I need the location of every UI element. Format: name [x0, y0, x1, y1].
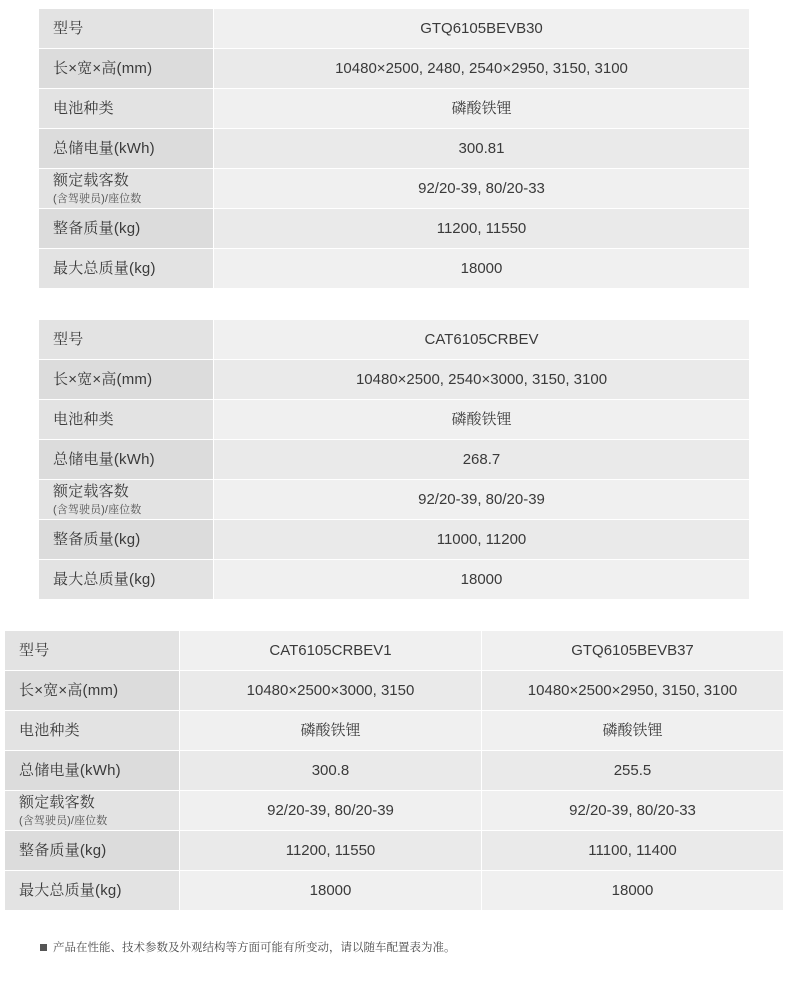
row-label-curb-weight — [5, 831, 180, 871]
label-text: 最大总质量(kg) — [53, 570, 156, 588]
row-value-battery-type-col2: 磷酸铁锂 — [482, 711, 784, 751]
row-value-total-energy: 268.7 — [214, 440, 750, 480]
label-text: 额定载客数 — [53, 172, 130, 190]
row-label-battery-type — [39, 89, 214, 129]
row-label-curb-weight — [39, 209, 214, 249]
label-text: 整备质量(kg) — [53, 219, 141, 237]
table-row — [39, 9, 750, 49]
row-value-curb-weight-col1: 11200, 11550 — [180, 831, 482, 871]
table-row — [5, 671, 784, 711]
label-text: 型号 — [53, 19, 84, 37]
footnote — [36, 929, 752, 982]
row-label-gross-weight — [39, 249, 214, 289]
label-text: 长×宽×高(mm) — [19, 681, 119, 699]
label-text: 额定载客数 — [53, 483, 130, 501]
row-value-curb-weight: 11200, 11550 — [214, 209, 750, 249]
footnote-text: 产品在性能、技术参数及外观结构等方面可能有所变动，请以随车配置表为准。 — [53, 942, 456, 954]
spec-table-1 — [38, 8, 750, 289]
spec-table-2 — [38, 319, 750, 600]
label-subtext: (含驾驶员)/座位数 — [19, 814, 108, 827]
table-row — [5, 631, 784, 671]
row-label-model — [39, 320, 214, 360]
row-value-curb-weight-col2: 11100, 11400 — [482, 831, 784, 871]
label-text: 整备质量(kg) — [53, 530, 141, 548]
label-text: 电池种类 — [53, 410, 114, 428]
table-row — [39, 400, 750, 440]
row-label-total-energy — [39, 440, 214, 480]
table-row — [5, 711, 784, 751]
table-row — [39, 129, 750, 169]
label-subtext: (含驾驶员)/座位数 — [53, 192, 142, 205]
table-row — [5, 871, 784, 911]
row-label-curb-weight — [39, 520, 214, 560]
row-value-model: CAT6105CRBEV — [214, 320, 750, 360]
row-value-battery-type: 磷酸铁锂 — [214, 89, 750, 129]
table-row — [39, 320, 750, 360]
row-value-total-energy-col2: 255.5 — [482, 751, 784, 791]
table-row — [5, 751, 784, 791]
table-row — [5, 831, 784, 871]
label-text: 型号 — [19, 641, 50, 659]
row-value-total-energy: 300.81 — [214, 129, 750, 169]
row-value-model-col2: GTQ6105BEVB37 — [482, 631, 784, 671]
row-label-dimensions — [5, 671, 180, 711]
table-row — [39, 209, 750, 249]
table-row — [39, 360, 750, 400]
label-text: 总储电量(kWh) — [19, 761, 121, 779]
row-label-total-energy — [5, 751, 180, 791]
row-label-dimensions — [39, 49, 214, 89]
row-value-capacity-col2: 92/20-39, 80/20-33 — [482, 791, 784, 831]
label-text: 电池种类 — [19, 721, 80, 739]
row-label-battery-type — [39, 400, 214, 440]
row-value-model-col1: CAT6105CRBEV1 — [180, 631, 482, 671]
spec-table-3 — [4, 630, 784, 911]
row-value-dimensions: 10480×2500, 2480, 2540×2950, 3150, 3100 — [214, 49, 750, 89]
row-value-gross-weight: 18000 — [214, 249, 750, 289]
table-row — [39, 169, 750, 209]
row-value-dimensions-col1: 10480×2500×3000, 3150 — [180, 671, 482, 711]
row-value-capacity: 92/20-39, 80/20-33 — [214, 169, 750, 209]
row-value-capacity-col1: 92/20-39, 80/20-39 — [180, 791, 482, 831]
row-value-gross-weight-col2: 18000 — [482, 871, 784, 911]
label-text: 型号 — [53, 330, 84, 348]
label-text: 最大总质量(kg) — [19, 881, 122, 899]
row-label-total-energy — [39, 129, 214, 169]
row-label-dimensions — [39, 360, 214, 400]
row-value-dimensions-col2: 10480×2500×2950, 3150, 3100 — [482, 671, 784, 711]
label-text: 长×宽×高(mm) — [53, 59, 153, 77]
label-text: 电池种类 — [53, 99, 114, 117]
row-label-battery-type — [5, 711, 180, 751]
row-value-curb-weight: 11000, 11200 — [214, 520, 750, 560]
row-label-gross-weight — [5, 871, 180, 911]
row-label-gross-weight — [39, 560, 214, 600]
row-label-capacity — [39, 169, 214, 209]
row-label-capacity — [5, 791, 180, 831]
table-row — [39, 560, 750, 600]
label-text: 总储电量(kWh) — [53, 450, 155, 468]
row-value-model: GTQ6105BEVB30 — [214, 9, 750, 49]
row-value-gross-weight-col1: 18000 — [180, 871, 482, 911]
row-value-battery-type-col1: 磷酸铁锂 — [180, 711, 482, 751]
table-row — [5, 791, 784, 831]
row-value-gross-weight: 18000 — [214, 560, 750, 600]
label-text: 最大总质量(kg) — [53, 259, 156, 277]
row-value-battery-type: 磷酸铁锂 — [214, 400, 750, 440]
label-text: 额定载客数 — [19, 794, 96, 812]
table-row — [39, 49, 750, 89]
row-value-capacity: 92/20-39, 80/20-39 — [214, 480, 750, 520]
table-row — [39, 440, 750, 480]
row-label-capacity — [39, 480, 214, 520]
row-value-total-energy-col1: 300.8 — [180, 751, 482, 791]
square-marker-icon — [40, 944, 47, 951]
label-subtext: (含驾驶员)/座位数 — [53, 503, 142, 516]
row-label-model — [39, 9, 214, 49]
label-text: 长×宽×高(mm) — [53, 370, 153, 388]
table-row — [39, 249, 750, 289]
row-value-dimensions: 10480×2500, 2540×3000, 3150, 3100 — [214, 360, 750, 400]
table-row — [39, 89, 750, 129]
table-row — [39, 480, 750, 520]
label-text: 总储电量(kWh) — [53, 139, 155, 157]
table-row — [39, 520, 750, 560]
row-label-model — [5, 631, 180, 671]
label-text: 整备质量(kg) — [19, 841, 107, 859]
